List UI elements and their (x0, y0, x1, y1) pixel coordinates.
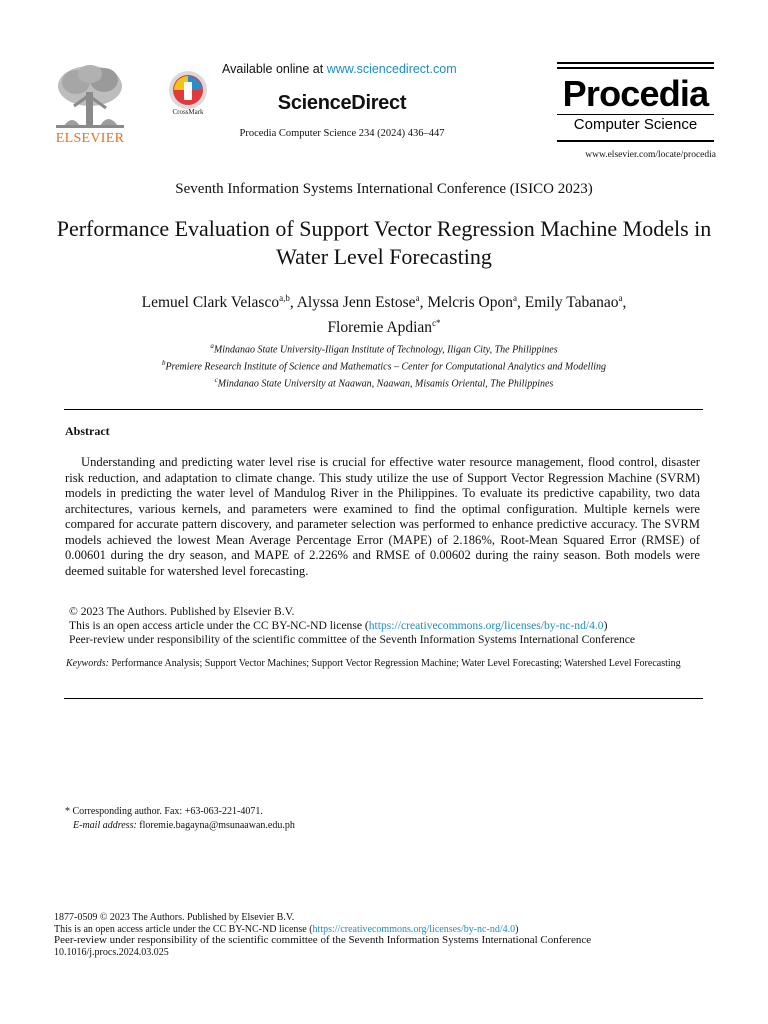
email-address[interactable]: floremie.bagayna@msunaawan.edu.ph (136, 820, 295, 831)
paper-title: Performance Evaluation of Support Vector Regression Machine Models in Water Level Forecasting (56, 216, 712, 269)
corresponding-email: E-mail address: floremie.bagayna@msunaawan.edu.ph (73, 820, 295, 831)
procedia-rule-top (557, 62, 714, 64)
procedia-subtitle: Computer Science (573, 116, 698, 133)
abstract-heading: Abstract (65, 424, 110, 438)
open-access-line: This is an open access article under the CC BY-NC-ND license (https://creativecommons.org/licenses/by-nc-nd/4.0) (69, 619, 608, 632)
journal-reference: Procedia Computer Science 234 (2024) 436–447 (239, 128, 445, 139)
author: Emily Tabanao$^a$, (524, 293, 627, 312)
corresponding-fax: * Corresponding author. Fax: +63-063-221-4071. (65, 806, 263, 817)
author: Lemuel Clark Velasco$^{a,b}$, (141, 293, 297, 312)
publisher-name: ELSEVIER (55, 131, 125, 146)
affiliations (40, 340, 728, 390)
author: Floremie Apdian$^{c*}$ (327, 318, 441, 337)
keywords-list: Performance Analysis; Support Vector Machines; Support Vector Regression Machine; Water Level Forecasting; Watershed Level Forecasting (108, 658, 681, 669)
procedia-logo (557, 62, 714, 144)
available-prefix: Available online at (222, 62, 327, 76)
peer-review-line: Peer-review under responsibility of the scientific committee of the Seventh Information Systems International Conference (69, 633, 636, 646)
keywords (66, 657, 706, 671)
divider-top (64, 409, 703, 410)
affiliation: $^b$Premiere Research Institute of Science and Mathematics – Center for Computational Analytics and Modelling (161, 358, 607, 373)
author: Alyssa Jenn Estose$^a$, (296, 293, 428, 312)
keywords-label: Keywords: (66, 658, 109, 669)
license-block (69, 605, 709, 647)
conference-name: Seventh Information Systems International Conference (ISICO 2023) (175, 181, 593, 197)
crossmark-label: CrossMark (172, 108, 204, 116)
affiliation: $^a$Mindanao State University-Iligan Institute of Technology, Iligan City, The Philippines (210, 342, 558, 356)
procedia-rule-mid (557, 114, 714, 115)
abstract-text: Understanding and predicting water level rise is crucial for effective water resource management, flood control, disaster risk reduction, and adaptation to climate change. This study utilize the use of Support Vector Regression Machine (SVRM) models in predicting the water level of Mandulog River in the Philippines. To evaluate its predictive capability, two data architectures, various kernels, and parameters were examined to find the optimal configuration. Multiple kernels were compared for accurate pattern discovery, and parameter selection was performed to enhance predictive accuracy. The SVRM models achieved the lowest Mean Average Percentage Error (MAPE) of 2.186%, Root-Mean Squared Error (RMSE) of 0.00601 during the dry season, and MAPE of 2.226% and RMSE of 0.00602 during the rainy season. Both models were deemed suitable for watershed level forecasting. (65, 455, 700, 578)
author: Melcris Opon$^a$, (427, 293, 525, 312)
doi-line[interactable]: 10.1016/j.procs.2024.03.025 (54, 946, 169, 958)
affiliation: $^c$Mindanao State University at Naawan, Naawan, Misamis Oriental, The Philippines (214, 375, 554, 389)
footer-license-link[interactable]: https://creativecommons.org/licenses/by-nc-nd/4.0 (312, 923, 516, 935)
divider-bottom (64, 698, 703, 699)
page-footer (54, 912, 734, 958)
corresponding-author (65, 805, 705, 833)
author-list (40, 288, 728, 338)
license-link[interactable]: https://creativecommons.org/licenses/by-nc-nd/4.0 (368, 619, 604, 632)
procedia-rule-top-2 (557, 67, 714, 69)
footer-peer-review: Peer-review under responsibility of the scientific committee of the Seventh Information Systems International Conference (54, 934, 592, 947)
procedia-rule-bottom (557, 140, 714, 142)
copyright-line: © 2023 The Authors. Published by Elsevier B.V. (69, 605, 295, 618)
issn-line: 1877-0509 © 2023 The Authors. Published by Elsevier B.V. (54, 912, 295, 923)
available-online (222, 62, 457, 76)
sciencedirect-link[interactable]: www.sciencedirect.com (326, 62, 457, 76)
sciencedirect-wordmark: ScienceDirect (277, 92, 407, 114)
procedia-title: Procedia (562, 73, 709, 114)
footer-open-access: This is an open access article under the CC BY-NC-ND license (https://creativecommons.org/licenses/by-nc-nd/4.0) (54, 923, 519, 935)
journal-url[interactable]: www.elsevier.com/locate/procedia (585, 150, 716, 160)
